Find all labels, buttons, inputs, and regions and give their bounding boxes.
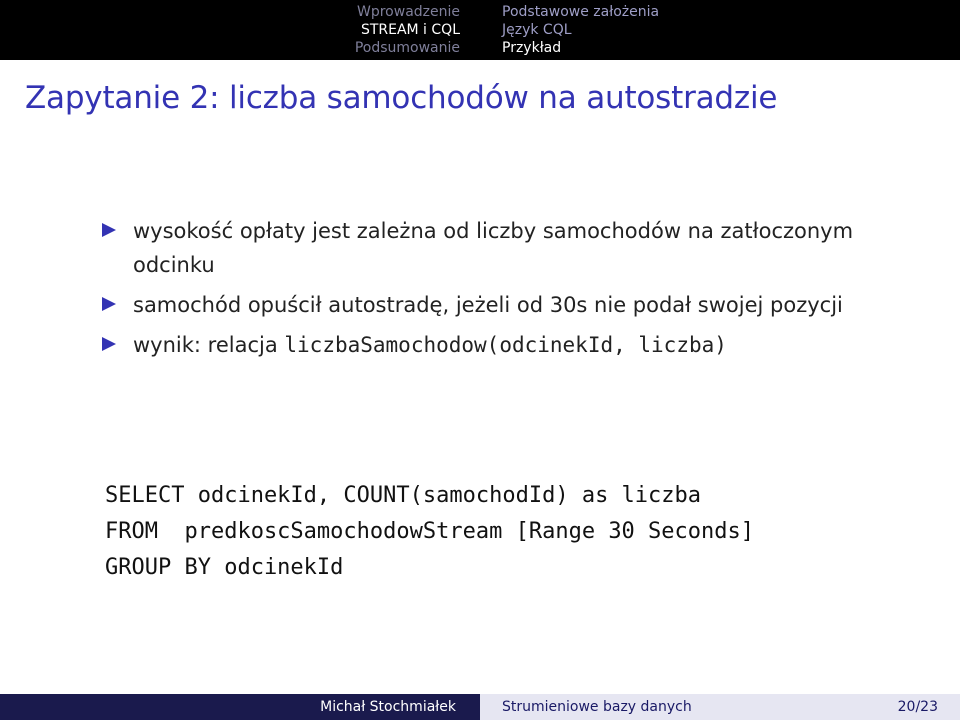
bullet-text	[133, 333, 727, 357]
nav-subsection-jezyk-cql[interactable]: Język CQL	[502, 22, 572, 38]
subsection-navigation	[480, 0, 960, 60]
nav-section-wprowadzenie[interactable]: Wprowadzenie	[357, 4, 460, 20]
author-name: Michał Stochmiałek	[320, 699, 456, 715]
code-line: SELECT odcinekId, COUNT(samochodId) as liczba	[105, 483, 702, 508]
footer-title-box	[480, 694, 960, 720]
bullet-list	[102, 214, 922, 368]
nav-subsection-przyklad[interactable]: Przykład	[502, 40, 562, 56]
section-navigation	[0, 0, 480, 60]
bullet-item	[102, 288, 922, 322]
bullet-text: wysokość opłaty jest zależna od liczby samochodów na zatłoczonym odcinku	[133, 219, 854, 277]
cql-code-block	[105, 478, 754, 586]
nav-section-podsumowanie[interactable]: Podsumowanie	[354, 40, 460, 56]
triangle-bullet-icon	[102, 223, 116, 237]
frame-title: Zapytanie 2: liczba samochodów na autostradzie	[25, 80, 778, 116]
presentation-title: Strumieniowe bazy danych	[502, 699, 692, 715]
triangle-bullet-icon	[102, 297, 116, 311]
footer-author	[0, 694, 480, 720]
navigation-bar	[0, 0, 960, 60]
bullet-text: samochód opuścił autostradę, jeżeli od 30s nie podał swojej pozycji	[133, 293, 843, 317]
triangle-bullet-icon	[102, 337, 116, 351]
nav-subsection-podstawowe-zalozenia[interactable]: Podstawowe założenia	[502, 4, 660, 20]
bullet-item	[102, 214, 922, 282]
code-line: FROM predkoscSamochodowStream [Range 30 Seconds]	[105, 519, 755, 544]
bullet-item	[102, 328, 922, 362]
page-number: 20/23	[897, 699, 938, 715]
footer-bar	[0, 694, 960, 720]
bullet-text-prefix: wynik: relacja	[133, 333, 285, 357]
nav-section-stream-cql[interactable]: STREAM i CQL	[360, 22, 460, 38]
code-line: GROUP BY odcinekId	[105, 555, 344, 580]
relation-signature: liczbaSamochodow(odcinekId, liczba)	[284, 333, 727, 357]
